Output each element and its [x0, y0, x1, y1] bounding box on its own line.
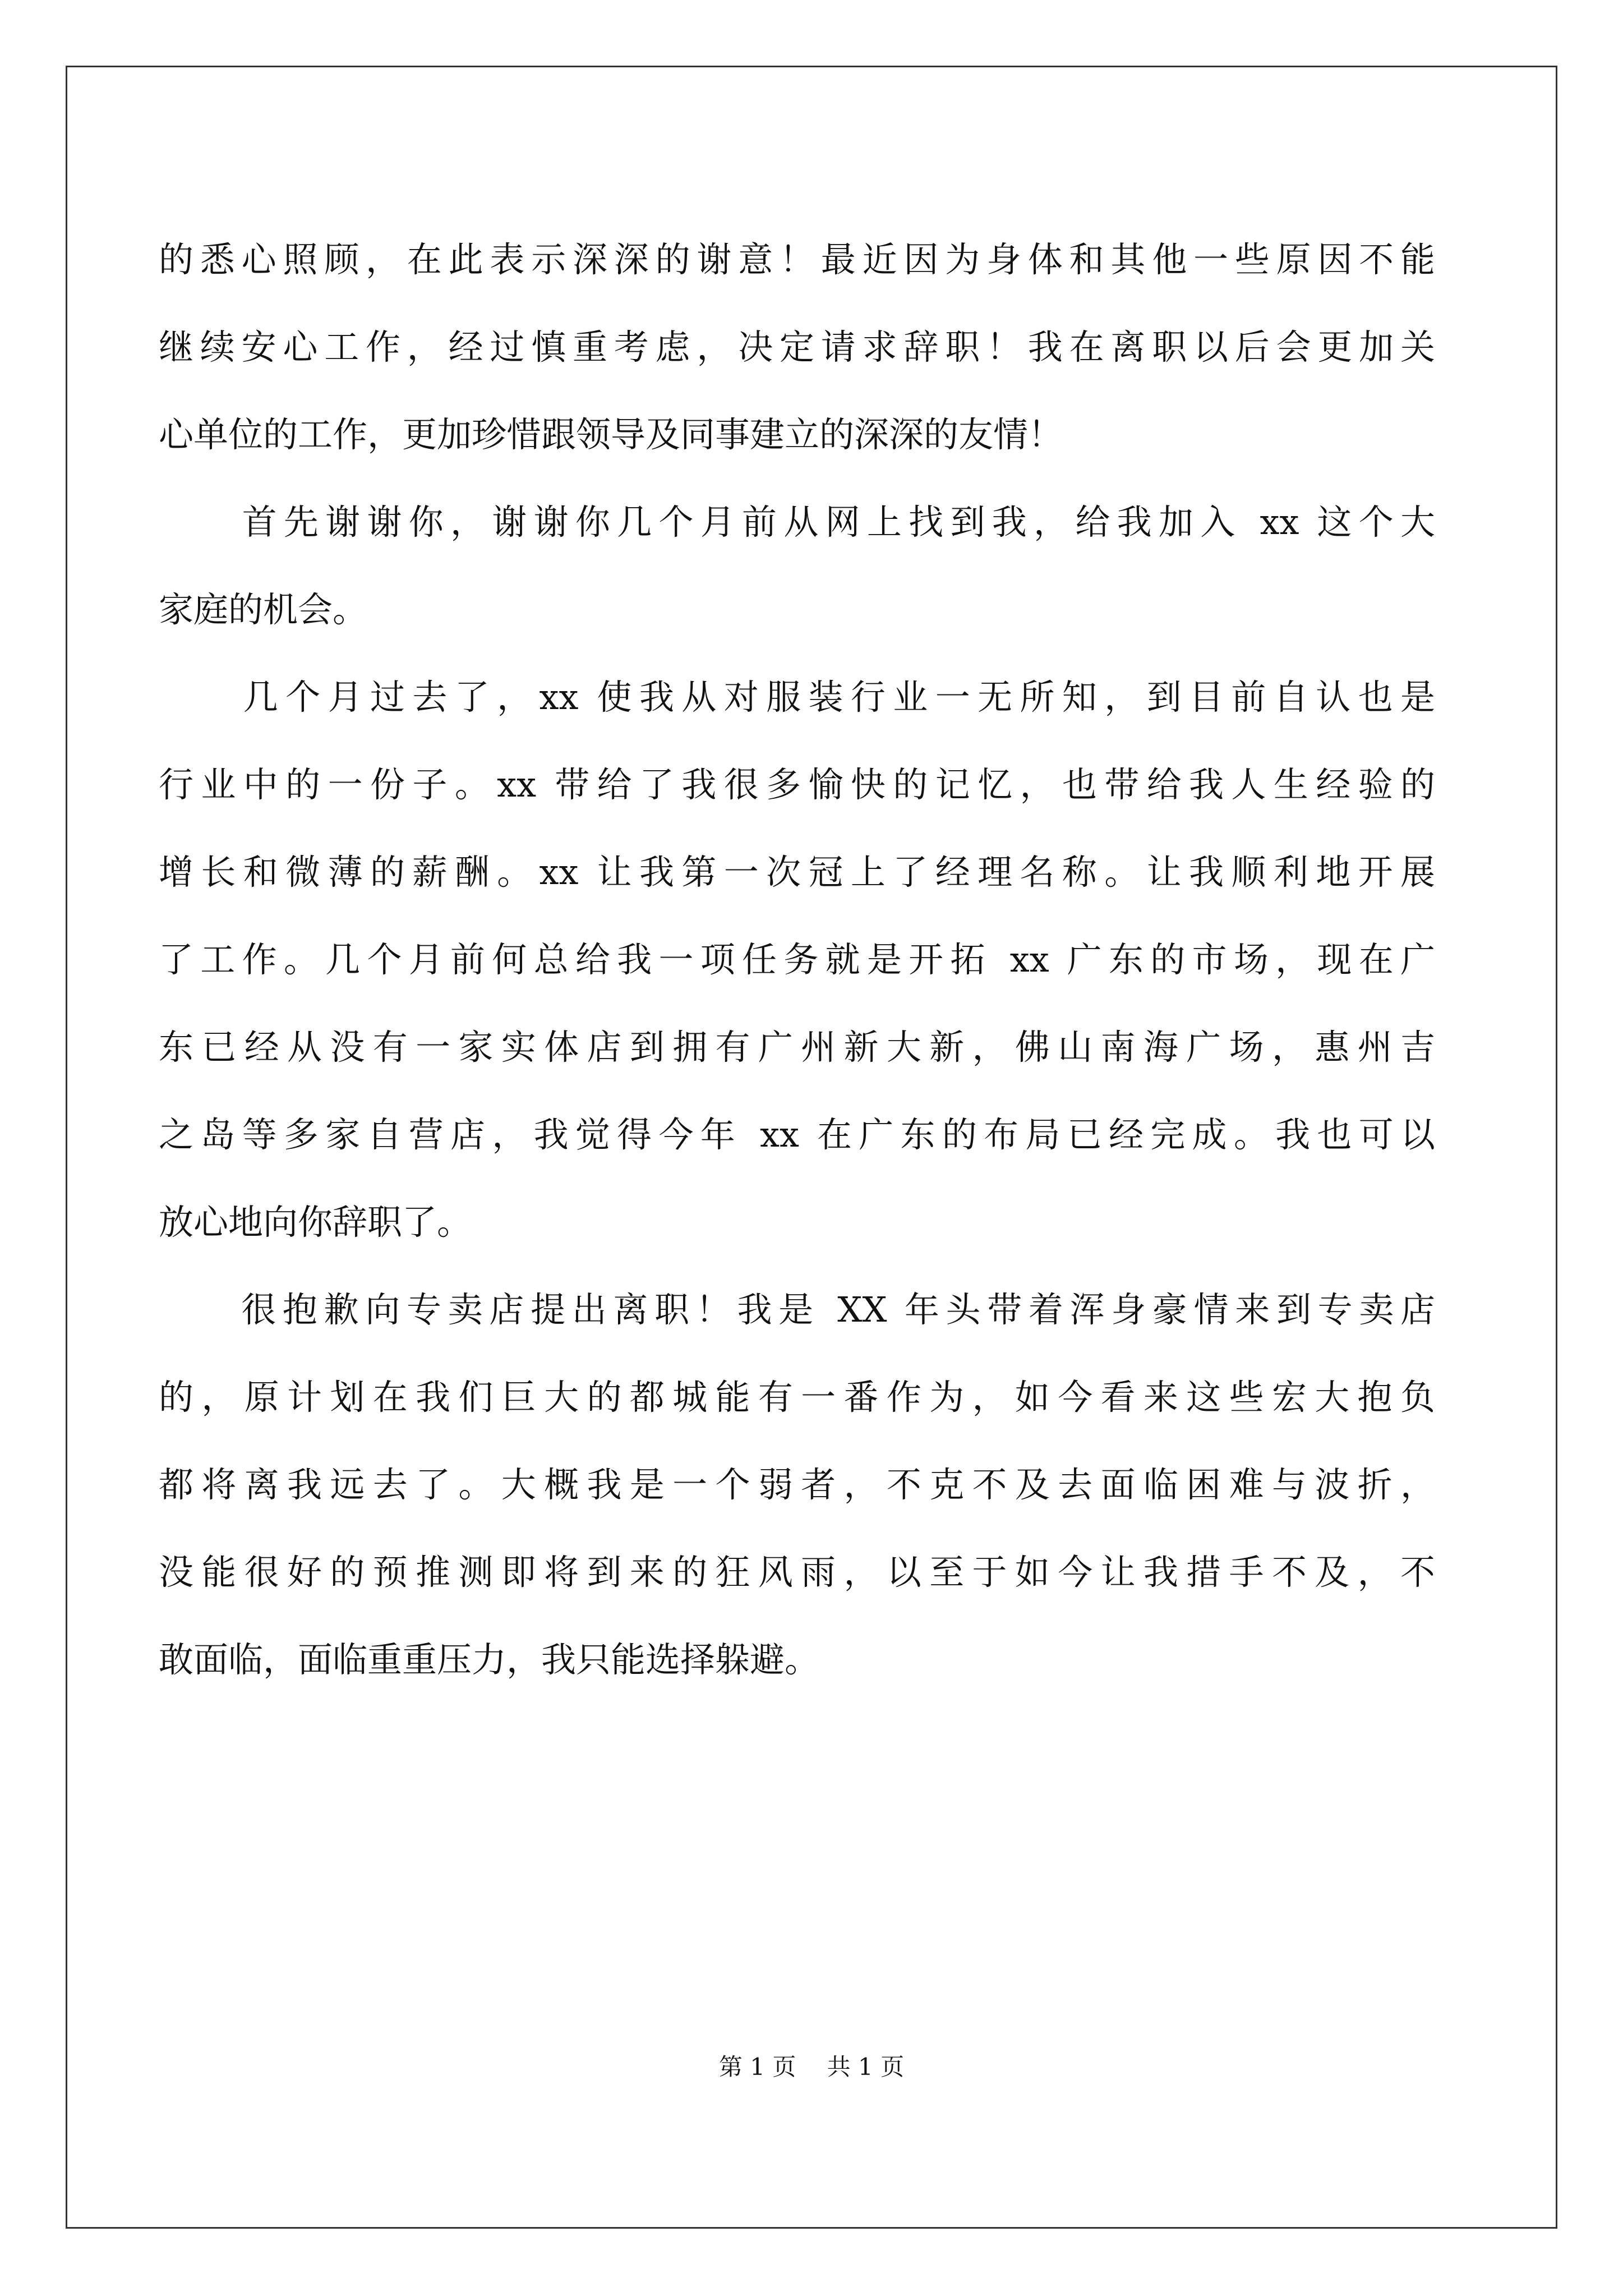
text-line: 之岛等多家自营店，我觉得今年 xx 在广东的布局已经完成。我也可以 — [159, 1114, 1435, 1155]
text-line: 的悉心照顾，在此表示深深的谢意！最近因为身体和其他一些原因不能 — [159, 239, 1435, 280]
text-line: 了工作。几个月前何总给我一项任务就是开拓 xx 广东的市场，现在广 — [159, 939, 1435, 980]
text-line: 增长和微薄的薪酬。xx 让我第一次冠上了经理名称。让我顺利地开展 — [159, 852, 1435, 892]
text-line: 放心地向你辞职了。 — [159, 1202, 472, 1243]
text-line: 都将离我远去了。大概我是一个弱者，不克不及去面临困难与波折， — [159, 1464, 1435, 1505]
document-body — [159, 216, 1435, 1704]
text-line: 的，原计划在我们巨大的都城能有一番作为，如今看来这些宏大抱负 — [159, 1377, 1435, 1418]
text-line: 敢面临，面临重重压力，我只能选择躲避。 — [159, 1639, 820, 1680]
text-line: 继续安心工作，经过慎重考虑，决定请求辞职！我在离职以后会更加关 — [159, 326, 1435, 367]
text-line: 东已经从没有一家实体店到拥有广州新大新，佛山南海广场，惠州吉 — [159, 1027, 1435, 1068]
text-line: 没能很好的预推测即将到来的狂风雨，以至于如今让我措手不及，不 — [159, 1552, 1435, 1593]
text-line: 家庭的机会。 — [159, 589, 368, 630]
text-line: 行业中的一份子。xx 带给了我很多愉快的记忆，也带给我人生经验的 — [159, 764, 1435, 805]
text-line: 心单位的工作，更加珍惜跟领导及同事建立的深深的友情！ — [159, 414, 1063, 455]
text-line: 首先谢谢你，谢谢你几个月前从网上找到我，给我加入 xx 这个大 — [159, 501, 1435, 542]
text-line: 很抱歉向专卖店提出离职！我是 XX 年头带着浑身豪情来到专卖店 — [159, 1289, 1435, 1330]
page-footer — [0, 2050, 1623, 2084]
page-number: 第 1 页 共 1 页 — [718, 2053, 905, 2081]
text-line: 几个月过去了，xx 使我从对服装行业一无所知，到目前自认也是 — [159, 677, 1435, 717]
